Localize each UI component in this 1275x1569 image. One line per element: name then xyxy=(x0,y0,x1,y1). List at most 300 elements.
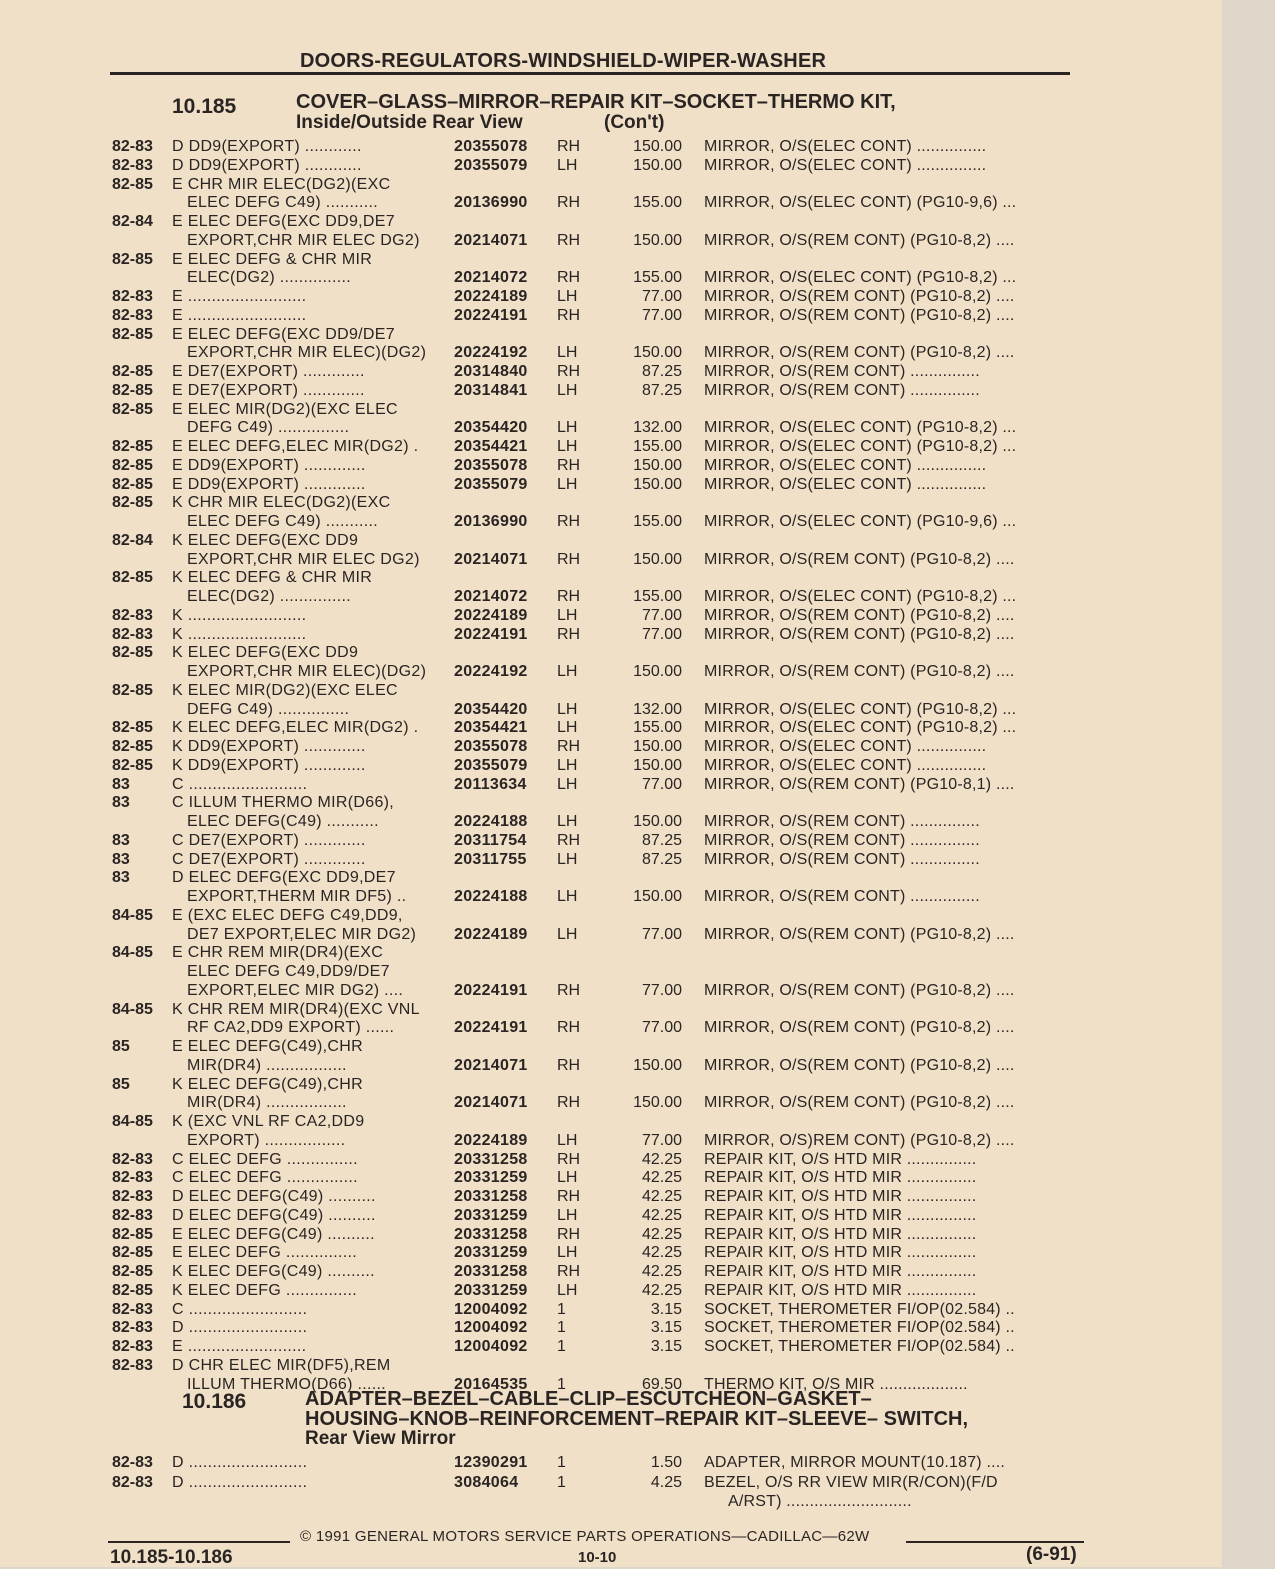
quantity-side: 1 xyxy=(557,1473,566,1491)
list-price: 155.00 xyxy=(633,194,682,212)
part-name: MIRROR, O/S(ELEC CONT) (PG10-9,6) ... xyxy=(704,194,1017,212)
part-number: 20164535 xyxy=(454,1375,528,1393)
part-name: REPAIR KIT, O/S HTD MIR ............... xyxy=(704,1281,977,1299)
application-description: E ELEC DEFG(C49) .......... xyxy=(172,1225,375,1243)
year-range: 82-85 xyxy=(112,644,153,662)
part-number: 20224191 xyxy=(454,625,528,643)
list-price: 77.00 xyxy=(641,775,682,793)
part-name: REPAIR KIT, O/S HTD MIR ............... xyxy=(704,1188,977,1205)
application-description-continued: DE7 EXPORT,ELEC MIR DG2) xyxy=(187,925,417,943)
list-price: 77.00 xyxy=(641,1131,682,1149)
application-description: D ELEC DEFG(C49) .......... xyxy=(172,1188,376,1205)
quantity-side: LH xyxy=(557,663,578,680)
quantity-side: LH xyxy=(557,700,578,718)
list-price: 155.00 xyxy=(633,588,682,605)
footer-page-number: 10-10 xyxy=(578,1549,617,1566)
year-range: 82-83 xyxy=(112,1356,153,1374)
quantity-side: RH xyxy=(557,1056,581,1074)
application-description-continued: EXPORT) ................. xyxy=(187,1131,346,1149)
part-number: 20355078 xyxy=(454,738,528,755)
list-price: 4.25 xyxy=(650,1473,682,1491)
quantity-side: LH xyxy=(557,475,578,493)
part-name: MIRROR, O/S(REM CONT) ............... xyxy=(704,381,980,399)
part-name: MIRROR, O/S(REM CONT) (PG10-8,2) .... xyxy=(704,550,1015,568)
year-range: 82-85 xyxy=(112,363,153,380)
list-price: 77.00 xyxy=(641,1019,682,1037)
year-range: 82-84 xyxy=(112,213,153,230)
year-range: 84-85 xyxy=(112,1000,153,1018)
footer-date: (6-91) xyxy=(1026,1544,1077,1565)
list-price: 42.25 xyxy=(641,1263,682,1280)
part-number: 20214071 xyxy=(454,550,528,568)
quantity-side: RH xyxy=(557,269,581,287)
part-name: MIRROR, O/S(REM CONT) ............... xyxy=(704,813,980,830)
list-price: 1.50 xyxy=(650,1454,682,1471)
application-description-continued: EXPORT,ELEC MIR DG2) .... xyxy=(187,981,404,999)
quantity-side: RH xyxy=(557,1225,581,1243)
part-number: 20354421 xyxy=(454,438,528,455)
footer-copyright: © 1991 GENERAL MOTORS SERVICE PARTS OPERATIONS—CADILLAC—62W xyxy=(300,1528,870,1545)
list-price: 87.25 xyxy=(641,381,682,399)
year-range: 82-83 xyxy=(112,1188,153,1205)
part-name: MIRROR, O/S(ELEC CONT) ............... xyxy=(704,756,987,774)
quantity-side: LH xyxy=(557,419,578,437)
footer-rule-left xyxy=(108,1541,290,1543)
list-price: 77.00 xyxy=(641,981,682,999)
part-number: 20224191 xyxy=(454,1019,528,1037)
quantity-side: LH xyxy=(557,1281,578,1299)
application-description-continued: MIR(DR4) ................. xyxy=(187,1056,347,1074)
section-title-10-185: COVER–GLASS–MIRROR–REPAIR KIT–SOCKET–THERMO KIT, xyxy=(296,91,896,113)
application-description: C ILLUM THERMO MIR(D66), xyxy=(172,794,395,812)
list-price: 77.00 xyxy=(641,288,682,305)
quantity-side: RH xyxy=(557,588,581,605)
year-range: 83 xyxy=(112,831,130,849)
quantity-side: RH xyxy=(557,831,581,849)
year-range: 84-85 xyxy=(112,906,153,924)
part-number: 20224189 xyxy=(454,1131,528,1149)
application-description: E DD9(EXPORT) ............. xyxy=(172,456,366,474)
part-name: REPAIR KIT, O/S HTD MIR ............... xyxy=(704,1225,977,1243)
application-description: K ELEC DEFG ............... xyxy=(172,1281,358,1299)
list-price: 155.00 xyxy=(633,719,682,737)
part-name-continued: A/RST) ........................... xyxy=(728,1493,912,1510)
part-number: 20331258 xyxy=(454,1188,528,1205)
list-price: 42.25 xyxy=(641,1206,682,1224)
part-name: MIRROR, O/S(ELEC CONT) (PG10-9,6) ... xyxy=(704,513,1017,530)
year-range: 83 xyxy=(112,794,130,812)
quantity-side: RH xyxy=(557,625,581,643)
part-number: 20314840 xyxy=(454,363,528,380)
application-description-continued: EXPORT,THERM MIR DF5) .. xyxy=(187,888,407,905)
year-range: 82-85 xyxy=(112,738,153,755)
list-price: 87.25 xyxy=(641,363,682,380)
quantity-side: LH xyxy=(557,288,578,305)
part-name: MIRROR, O/S(REM CONT) (PG10-8,2) .... xyxy=(704,306,1015,324)
list-price: 150.00 xyxy=(633,344,682,362)
part-number: 20224189 xyxy=(454,606,528,624)
part-number: 20331258 xyxy=(454,1225,528,1243)
part-number: 12390291 xyxy=(454,1454,528,1471)
application-description: K CHR MIR ELEC(DG2)(EXC xyxy=(172,494,391,512)
part-number: 20354420 xyxy=(454,700,528,718)
application-description: D DD9(EXPORT) ............ xyxy=(172,156,362,174)
quantity-side: LH xyxy=(557,775,578,793)
list-price: 155.00 xyxy=(633,438,682,455)
list-price: 42.25 xyxy=(641,1150,682,1168)
quantity-side: LH xyxy=(557,850,578,868)
application-description: E DE7(EXPORT) ............. xyxy=(172,363,365,380)
part-name: MIRROR, O/S(REM CONT) (PG10-8,2) .... xyxy=(704,1056,1015,1074)
application-description: D ......................... xyxy=(172,1319,308,1337)
section-title-10-186-line2: HOUSING–KNOB–REINFORCEMENT–REPAIR KIT–SLEEVE– SWITCH, xyxy=(305,1408,969,1430)
application-description-continued: ELEC DEFG C49,DD9/DE7 xyxy=(187,963,390,980)
application-description: K ELEC DEFG(C49),CHR xyxy=(172,1075,363,1093)
part-number: 20331258 xyxy=(454,1150,528,1168)
part-number: 20214071 xyxy=(454,1056,528,1074)
quantity-side: 1 xyxy=(557,1319,566,1337)
year-range: 82-85 xyxy=(112,569,153,587)
part-name: MIRROR, O/S(ELEC CONT) ............... xyxy=(704,456,987,474)
application-description: C ELEC DEFG ............... xyxy=(172,1169,358,1187)
quantity-side: RH xyxy=(557,456,581,474)
list-price: 150.00 xyxy=(633,813,682,830)
part-name: MIRROR, O/S(REM CONT) (PG10-8,2) .... xyxy=(704,625,1015,643)
year-range: 82-83 xyxy=(112,156,153,174)
year-range: 82-85 xyxy=(112,325,153,343)
part-number: 20311755 xyxy=(454,850,527,868)
list-price: 3.15 xyxy=(650,1338,682,1355)
part-number: 20331258 xyxy=(454,1263,528,1280)
section-title-10-186-line1: ADAPTER–BEZEL–CABLE–CLIP–ESCUTCHEON–GASKET– xyxy=(305,1388,872,1410)
part-number: 20214072 xyxy=(454,269,528,287)
application-description: E ELEC DEFG,ELEC MIR(DG2) . xyxy=(172,438,419,455)
part-name: MIRROR, O/S(ELEC CONT) ............... xyxy=(704,156,987,174)
scan-background xyxy=(1222,0,1275,1567)
section-subtitle-10-186: Rear View Mirror xyxy=(305,1428,456,1449)
application-description-continued: EXPORT,CHR MIR ELEC)(DG2) xyxy=(187,663,427,680)
part-name: MIRROR, O/S(ELEC CONT) (PG10-8,2) ... xyxy=(704,438,1017,455)
part-name: REPAIR KIT, O/S HTD MIR ............... xyxy=(704,1206,977,1224)
quantity-side: RH xyxy=(557,363,581,380)
part-number: 20113634 xyxy=(454,775,527,793)
quantity-side: RH xyxy=(557,194,581,212)
part-name: MIRROR, O/S)REM CONT) (PG10-8,2) .... xyxy=(704,1131,1015,1149)
year-range: 82-85 xyxy=(112,438,153,455)
quantity-side: 1 xyxy=(557,1454,566,1471)
part-name: MIRROR, O/S(REM CONT) (PG10-8,1) .... xyxy=(704,775,1015,793)
quantity-side: LH xyxy=(557,1244,578,1262)
part-number: 20214071 xyxy=(454,231,528,249)
year-range: 82-85 xyxy=(112,400,153,418)
list-price: 150.00 xyxy=(633,475,682,493)
list-price: 42.25 xyxy=(641,1225,682,1243)
part-number: 20224192 xyxy=(454,663,528,680)
quantity-side: LH xyxy=(557,756,578,774)
application-description-continued: ELEC DEFG C49) ........... xyxy=(187,513,378,530)
application-description: E ......................... xyxy=(172,306,307,324)
header-rule xyxy=(110,72,1070,75)
year-range: 85 xyxy=(112,1075,130,1093)
application-description: E DD9(EXPORT) ............. xyxy=(172,475,366,493)
application-description: E (EXC ELEC DEFG C49,DD9, xyxy=(172,906,403,924)
year-range: 82-83 xyxy=(112,138,153,155)
quantity-side: RH xyxy=(557,981,581,999)
quantity-side: LH xyxy=(557,888,578,905)
list-price: 3.15 xyxy=(650,1319,682,1337)
part-number: 12004092 xyxy=(454,1319,528,1337)
application-description-continued: DEFG C49) ............... xyxy=(187,419,350,437)
application-description: C DE7(EXPORT) ............. xyxy=(172,850,366,868)
application-description-continued: EXPORT,CHR MIR ELEC DG2) xyxy=(187,550,420,568)
year-range: 82-83 xyxy=(112,1206,153,1224)
quantity-side: RH xyxy=(557,1263,581,1280)
part-name: MIRROR, O/S(REM CONT) (PG10-8,2) .... xyxy=(704,1094,1015,1112)
application-description: K CHR REM MIR(DR4)(EXC VNL xyxy=(172,1000,420,1018)
application-description: K ELEC DEFG(EXC DD9 xyxy=(172,531,359,549)
quantity-side: 1 xyxy=(557,1338,566,1355)
list-price: 150.00 xyxy=(633,738,682,755)
part-name: MIRROR, O/S(REM CONT) (PG10-8,2) .... xyxy=(704,1019,1015,1037)
application-description: E DE7(EXPORT) ............. xyxy=(172,381,365,399)
list-price: 42.25 xyxy=(641,1244,682,1262)
year-range: 82-83 xyxy=(112,1338,153,1355)
year-range: 82-85 xyxy=(112,756,153,774)
application-description: E ELEC DEFG(C49),CHR xyxy=(172,1038,363,1055)
part-number: 20331259 xyxy=(454,1169,528,1187)
part-number: 20355079 xyxy=(454,156,528,174)
year-range: 82-85 xyxy=(112,1225,153,1243)
part-number: 20355078 xyxy=(454,138,528,155)
application-description: E ......................... xyxy=(172,288,307,305)
year-range: 82-85 xyxy=(112,456,153,474)
application-description-continued: ELEC DEFG C49) ........... xyxy=(187,194,378,212)
application-description: K ELEC DEFG & CHR MIR xyxy=(172,569,373,587)
quantity-side: 1 xyxy=(557,1300,566,1318)
quantity-side: LH xyxy=(557,1169,578,1187)
quantity-side: 1 xyxy=(557,1375,566,1393)
part-number: 3084064 xyxy=(454,1473,519,1491)
application-description: E ELEC MIR(DG2)(EXC ELEC xyxy=(172,400,398,418)
part-number: 20355079 xyxy=(454,475,528,493)
year-range: 82-83 xyxy=(112,625,153,643)
application-description: K (EXC VNL RF CA2,DD9 xyxy=(172,1113,365,1130)
part-name: BEZEL, O/S RR VIEW MIR(R/CON)(F/D xyxy=(704,1473,998,1491)
list-price: 150.00 xyxy=(633,1056,682,1074)
application-description: D ......................... xyxy=(172,1473,308,1491)
application-description: D ELEC DEFG(EXC DD9,DE7 xyxy=(172,869,396,887)
quantity-side: LH xyxy=(557,156,578,174)
application-description: K DD9(EXPORT) ............. xyxy=(172,756,366,774)
part-name: MIRROR, O/S(ELEC CONT) (PG10-8,2) ... xyxy=(704,588,1017,605)
application-description: C ......................... xyxy=(172,775,308,793)
quantity-side: RH xyxy=(557,306,581,324)
list-price: 150.00 xyxy=(633,756,682,774)
part-number: 20224191 xyxy=(454,306,528,324)
part-name: MIRROR, O/S(ELEC CONT) (PG10-8,2) ... xyxy=(704,419,1017,437)
year-range: 82-85 xyxy=(112,681,153,699)
list-price: 77.00 xyxy=(641,306,682,324)
part-number: 20311754 xyxy=(454,831,527,849)
part-number: 20136990 xyxy=(454,513,528,530)
part-name: MIRROR, O/S(REM CONT) (PG10-8,2) .... xyxy=(704,981,1015,999)
application-description: E ELEC DEFG ............... xyxy=(172,1244,358,1262)
part-name: MIRROR, O/S(ELEC CONT) (PG10-8,2) ... xyxy=(704,269,1017,287)
part-number: 20224188 xyxy=(454,888,528,905)
application-description: E CHR REM MIR(DR4)(EXC xyxy=(172,944,384,962)
list-price: 132.00 xyxy=(633,700,682,718)
list-price: 42.25 xyxy=(641,1281,682,1299)
application-description: E ELEC DEFG & CHR MIR xyxy=(172,250,373,268)
list-price: 150.00 xyxy=(633,1094,682,1112)
application-description: K ELEC DEFG,ELEC MIR(DG2) . xyxy=(172,719,419,737)
part-name: ADAPTER, MIRROR MOUNT(10.187) .... xyxy=(704,1454,1006,1471)
year-range: 82-85 xyxy=(112,1281,153,1299)
part-number: 20224188 xyxy=(454,813,528,830)
part-name: MIRROR, O/S(REM CONT) ............... xyxy=(704,363,980,380)
part-name: MIRROR, O/S(ELEC CONT) ............... xyxy=(704,475,987,493)
application-description-continued: ELEC DEFG(C49) ........... xyxy=(187,813,379,830)
quantity-side: RH xyxy=(557,738,581,755)
year-range: 82-83 xyxy=(112,1169,153,1187)
part-number: 12004092 xyxy=(454,1300,528,1318)
part-name: REPAIR KIT, O/S HTD MIR ............... xyxy=(704,1244,977,1262)
part-number: 20224192 xyxy=(454,344,528,362)
part-number: 20224191 xyxy=(454,981,528,999)
part-number: 20136990 xyxy=(454,194,528,212)
list-price: 150.00 xyxy=(633,663,682,680)
part-name: REPAIR KIT, O/S HTD MIR ............... xyxy=(704,1263,977,1280)
list-price: 155.00 xyxy=(633,269,682,287)
year-range: 83 xyxy=(112,869,130,887)
year-range: 82-85 xyxy=(112,250,153,268)
part-name: SOCKET, THEROMETER FI/OP(02.584) .. xyxy=(704,1319,1015,1337)
list-price: 150.00 xyxy=(633,888,682,905)
year-range: 82-83 xyxy=(112,1319,153,1337)
quantity-side: LH xyxy=(557,606,578,624)
application-description: C ......................... xyxy=(172,1300,308,1318)
part-number: 20331259 xyxy=(454,1281,528,1299)
list-price: 155.00 xyxy=(633,513,682,530)
application-description: C DE7(EXPORT) ............. xyxy=(172,831,366,849)
application-description-continued: MIR(DR4) ................. xyxy=(187,1094,347,1112)
year-range: 82-85 xyxy=(112,719,153,737)
part-number: 20354421 xyxy=(454,719,528,737)
application-description-continued: DEFG C49) ............... xyxy=(187,700,350,718)
part-number: 12004092 xyxy=(454,1338,528,1355)
section-number-10-186: 10.186 xyxy=(182,1390,247,1413)
part-name: MIRROR, O/S(REM CONT) (PG10-8,2) .... xyxy=(704,231,1015,249)
part-name: MIRROR, O/S(REM CONT) (PG10-8,2) .... xyxy=(704,925,1015,943)
year-range: 82-83 xyxy=(112,1150,153,1168)
section-number-10-185: 10.185 xyxy=(172,95,237,118)
list-price: 132.00 xyxy=(633,419,682,437)
part-name: MIRROR, O/S(ELEC CONT) (PG10-8,2) ... xyxy=(704,719,1017,737)
year-range: 83 xyxy=(112,775,130,793)
quantity-side: LH xyxy=(557,1131,578,1149)
list-price: 150.00 xyxy=(633,156,682,174)
continued-label: (Con't) xyxy=(604,112,665,133)
list-price: 150.00 xyxy=(633,138,682,155)
year-range: 82-85 xyxy=(112,381,153,399)
quantity-side: LH xyxy=(557,925,578,943)
section-subtitle-10-185: Inside/Outside Rear View xyxy=(296,112,523,133)
application-description-continued: ELEC(DG2) ............... xyxy=(187,269,351,287)
year-range: 85 xyxy=(112,1038,130,1055)
application-description: K DD9(EXPORT) ............. xyxy=(172,738,366,755)
quantity-side: RH xyxy=(557,550,581,568)
part-name: SOCKET, THEROMETER FI/OP(02.584) .. xyxy=(704,1338,1015,1355)
part-number: 20224189 xyxy=(454,288,528,305)
application-description: K ......................... xyxy=(172,625,307,643)
part-name: SOCKET, THEROMETER FI/OP(02.584) .. xyxy=(704,1300,1015,1318)
application-description: C ELEC DEFG ............... xyxy=(172,1150,358,1168)
quantity-side: RH xyxy=(557,231,581,249)
year-range: 82-85 xyxy=(112,494,153,512)
list-price: 150.00 xyxy=(633,550,682,568)
part-name: MIRROR, O/S(REM CONT) (PG10-8,2) .... xyxy=(704,288,1015,305)
part-number: 20331259 xyxy=(454,1244,528,1262)
year-range: 84-85 xyxy=(112,944,153,962)
list-price: 77.00 xyxy=(641,925,682,943)
quantity-side: LH xyxy=(557,438,578,455)
year-range: 83 xyxy=(112,850,130,868)
application-description: E ELEC DEFG(EXC DD9/DE7 xyxy=(172,325,395,343)
list-price: 87.25 xyxy=(641,850,682,868)
year-range: 84-85 xyxy=(112,1113,153,1130)
application-description-continued: ILLUM THERMO(D66) ...... xyxy=(187,1375,386,1393)
part-name: MIRROR, O/S(ELEC CONT) ............... xyxy=(704,738,987,755)
year-range: 82-85 xyxy=(112,1244,153,1262)
quantity-side: LH xyxy=(557,719,578,737)
application-description: E ELEC DEFG(EXC DD9,DE7 xyxy=(172,213,395,230)
part-number: 20214071 xyxy=(454,1094,528,1112)
year-range: 82-85 xyxy=(112,475,153,493)
application-description-continued: ELEC(DG2) ............... xyxy=(187,588,351,605)
list-price: 150.00 xyxy=(633,231,682,249)
part-name: THERMO KIT, O/S MIR ................... xyxy=(704,1375,968,1393)
part-name: MIRROR, O/S(REM CONT) ............... xyxy=(704,831,980,849)
part-name: MIRROR, O/S(REM CONT) (PG10-8,2) .... xyxy=(704,606,1015,624)
part-name: MIRROR, O/S(ELEC CONT) ............... xyxy=(704,138,987,155)
application-description: E ......................... xyxy=(172,1338,307,1355)
quantity-side: LH xyxy=(557,1206,578,1224)
list-price: 69.50 xyxy=(641,1375,682,1393)
application-description: D DD9(EXPORT) ............ xyxy=(172,138,362,155)
quantity-side: RH xyxy=(557,513,581,530)
list-price: 87.25 xyxy=(641,831,682,849)
list-price: 77.00 xyxy=(641,625,682,643)
application-description: E CHR MIR ELEC(DG2)(EXC xyxy=(172,175,391,193)
part-number: 20314841 xyxy=(454,381,528,399)
year-range: 82-84 xyxy=(112,531,153,549)
application-description: K ELEC DEFG(EXC DD9 xyxy=(172,644,359,662)
part-name: MIRROR, O/S(REM CONT) (PG10-8,2) .... xyxy=(704,663,1015,680)
application-description: K ELEC DEFG(C49) .......... xyxy=(172,1263,375,1280)
quantity-side: RH xyxy=(557,1188,581,1205)
year-range: 82-83 xyxy=(112,1300,153,1318)
part-number: 20214072 xyxy=(454,588,528,605)
year-range: 82-83 xyxy=(112,1473,153,1491)
year-range: 82-83 xyxy=(112,306,153,324)
list-price: 42.25 xyxy=(641,1188,682,1205)
part-number: 20355078 xyxy=(454,456,528,474)
part-name: MIRROR, O/S(REM CONT) ............... xyxy=(704,888,980,905)
footer-section-range: 10.185-10.186 xyxy=(110,1547,233,1568)
quantity-side: RH xyxy=(557,1094,581,1112)
application-description: D ......................... xyxy=(172,1454,308,1471)
year-range: 82-85 xyxy=(112,1263,153,1280)
